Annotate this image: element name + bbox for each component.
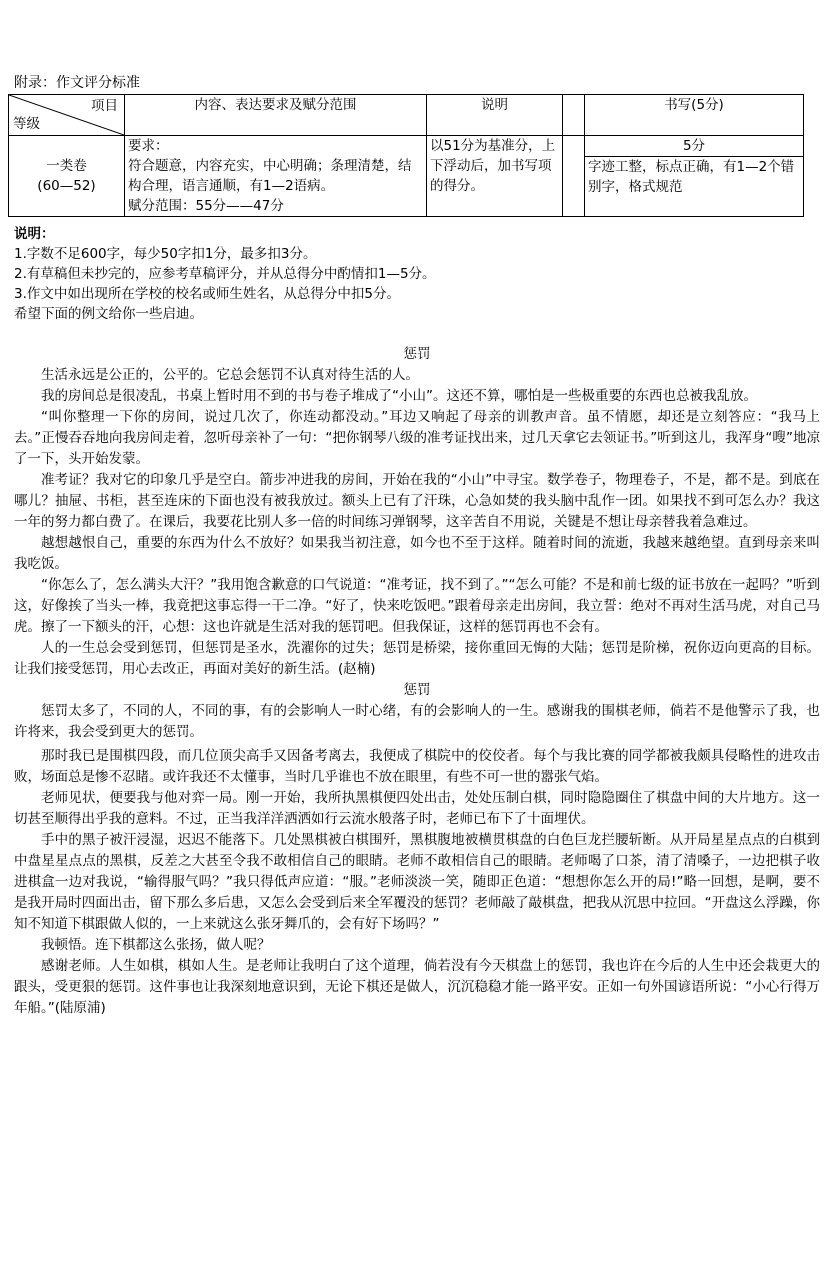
note-item: 1.字数不足600字，每少50字扣1分，最多扣3分。: [14, 246, 317, 262]
note-cell: 以51分为基准分，上下浮动后，加书写项的得分。: [427, 136, 563, 217]
essay-paragraph: 手中的黑子被汗浸湿，迟迟不能落下。几处黑棋被白棋围歼，黑棋腹地被横贯棋盘的白色巨龙拦腰斩断。从开局星星点点的白棋到中盘星星点点的黑棋，反差之大甚至令我不敢相信自己的眼睛。老师不敢相信自己的眼睛。老师喝了口茶，清了清嗓子，一边把棋子收进棋盒一边对我说，“输得服气吗？”我只得低声应道：“服。”老师淡淡一笑，随即正色道：“想想你怎么开的局!”略一回想，是啊，要不是我开局时四面出击，留下那么多后患，又怎么会受到后来全军覆没的惩罚？老师敲了敲棋盘，把我从沉思中拉回。“开盘这么浮躁，你知不知道下棋跟做人似的，一上来就这么张牙舞爪的，会有好下场吗？”: [14, 832, 820, 932]
essay-paragraph: 我顿悟。连下棋都这么张扬，做人呢？: [41, 937, 271, 953]
essay-paragraph: 生活永远是公正的，公平的。它总会惩罚不认真对待生活的人。: [41, 367, 419, 383]
essay-paragraph: 越想越恨自己，重要的东西为什么不放好？如果我当初注意，如今也不至于这样。随着时间的流逝，我越来越绝望。直到母亲来叫我吃饭。: [14, 535, 820, 572]
note-item: 3.作文中如出现所在学校的校名或师生姓名，从总得分中扣5分。: [14, 286, 400, 302]
grade-label: 一类卷: [46, 158, 87, 174]
essay-2-title: 惩罚: [403, 682, 431, 698]
essay-paragraph: 人的一生总会受到惩罚，但惩罚是圣水，洗濯你的过失；惩罚是桥梁，接你重回无悔的大陆；惩罚是阶梯，祝你迈向更高的目标。让我们接受惩罚，用心去改正，再面对美好的新生活。(赵楠): [14, 640, 820, 677]
requirements-cell: [125, 136, 427, 217]
header-writing: 书写(5分): [585, 95, 804, 136]
essay-1: [14, 344, 820, 1019]
score-range: 赋分范围：55分——47分: [128, 198, 284, 214]
requirements-label: 要求：: [128, 138, 169, 154]
appendix-title: 附录：作文评分标准: [14, 75, 140, 91]
grade-cell: [9, 136, 125, 217]
requirements-text: 符合题意，内容充实，中心明确；条理清楚，结构合理，语言通顺，有1—2语病。: [128, 158, 412, 194]
header-item-label: 项目: [91, 98, 118, 114]
note-item: 2.有草稿但未抄完的，应参考草稿评分，并从总得分中酌情扣1—5分。: [14, 266, 436, 282]
scoring-table: [8, 94, 804, 217]
blank-cell: [563, 136, 585, 217]
essay-paragraph: “你怎么了，怎么满头大汗？”我用饱含歉意的口气说道：“准考证，找不到了。”“怎么可能？不是和前七级的证书放在一起吗？”听到这，好像挨了当头一棒，我竟把这事忘得一干二净。“好了，快来吃饭吧。”跟着母亲走出房间，我立誓：绝对不再对生活马虎，对自己马虎。擦了一下额头的汗，心想：这也许就是生活对我的惩罚吧。但我保证，这样的惩罚再也不会有。: [14, 577, 820, 635]
essay-paragraph: 那时我已是围棋四段，而几位顶尖高手又因备考离去，我便成了棋院中的佼佼者。每个与我比赛的同学都被我颇具侵略性的进攻击败，场面总是惨不忍睹。或许我还不太懂事，当时几乎谁也不放在眼里，有些不可一世的嚣张气焰。: [14, 748, 820, 785]
essay-paragraph: 惩罚太多了，不同的人，不同的事，有的会影响人一时心绪，有的会影响人的一生。感谢我的围棋老师，倘若不是他警示了我，也许将来，我会受到更大的惩罚。: [14, 703, 820, 740]
table-row: [9, 136, 804, 217]
writing-criteria: 字迹工整，标点正确，有1—2个错别字，格式规范: [588, 159, 795, 195]
grade-range: (60—52): [37, 178, 96, 194]
table-header-row: [9, 95, 804, 136]
writing-score: 5分: [585, 136, 803, 157]
notes-title: 说明：: [14, 226, 55, 242]
notes-closing: 希望下面的例文给你一些启迪。: [14, 306, 203, 322]
header-content: 内容、表达要求及赋分范围: [125, 95, 427, 136]
diagonal-header-cell: [9, 95, 125, 136]
essay-paragraph: 感谢老师。人生如棋，棋如人生。是老师让我明白了这个道理，倘若没有今天棋盘上的惩罚，我也许在今后的人生中还会栽更大的跟头，受更狠的惩罚。这件事也让我深刻地意识到，无论下棋还是做人，沉沉稳稳才能一路平安。正如一句外国谚语所说：“小心行得万年船。”(陆原浦): [14, 958, 820, 1016]
essay-paragraph: “叫你整理一下你的房间，说过几次了，你连动都没动。”耳边又响起了母亲的训教声音。虽不情愿，却还是立刻答应：“我马上去。”正慢吞吞地向我房间走着，忽听母亲补了一句：“把你钢琴八级的准考证找出来，过几天拿它去领证书。”听到这儿，我浑身“嗖”地凉了一下，头开始发蒙。: [14, 409, 820, 467]
essay-paragraph: 我的房间总是很凌乱，书桌上暂时用不到的书与卷子堆成了“小山”。这还不算，哪怕是一些极重要的东西也总被我乱放。: [41, 388, 757, 404]
notes-section: [14, 224, 436, 324]
header-blank: [563, 95, 585, 136]
writing-cell: [585, 136, 804, 217]
header-grade-label: 等级: [13, 116, 40, 132]
header-note: 说明: [427, 95, 563, 136]
essay-paragraph: 准考证？我对它的印象几乎是空白。箭步冲进我的房间，开始在我的“小山”中寻宝。数学卷子，物理卷子，不是，都不是。到底在哪儿？抽屉、书柜，甚至连床的下面也没有被我放过。额头上已有了汗珠，心急如焚的我头脑中乱作一团。如果找不到可怎么办？我这一年的努力都白费了。在课后，我要花比别人多一倍的时间练习弹钢琴，这辛苦自不用说，关键是不想让母亲替我着急难过。: [14, 472, 820, 530]
essay-paragraph: 老师见状，便要我与他对弈一局。刚一开始，我所执黑棋便四处出击，处处压制白棋，同时隐隐圈住了棋盘中间的大片地方。这一切甚至顺得出乎我的意料。不过，正当我洋洋洒洒如行云流水般落子时，老师已布下了十面埋伏。: [14, 790, 820, 827]
essay-1-title: 惩罚: [403, 346, 431, 362]
